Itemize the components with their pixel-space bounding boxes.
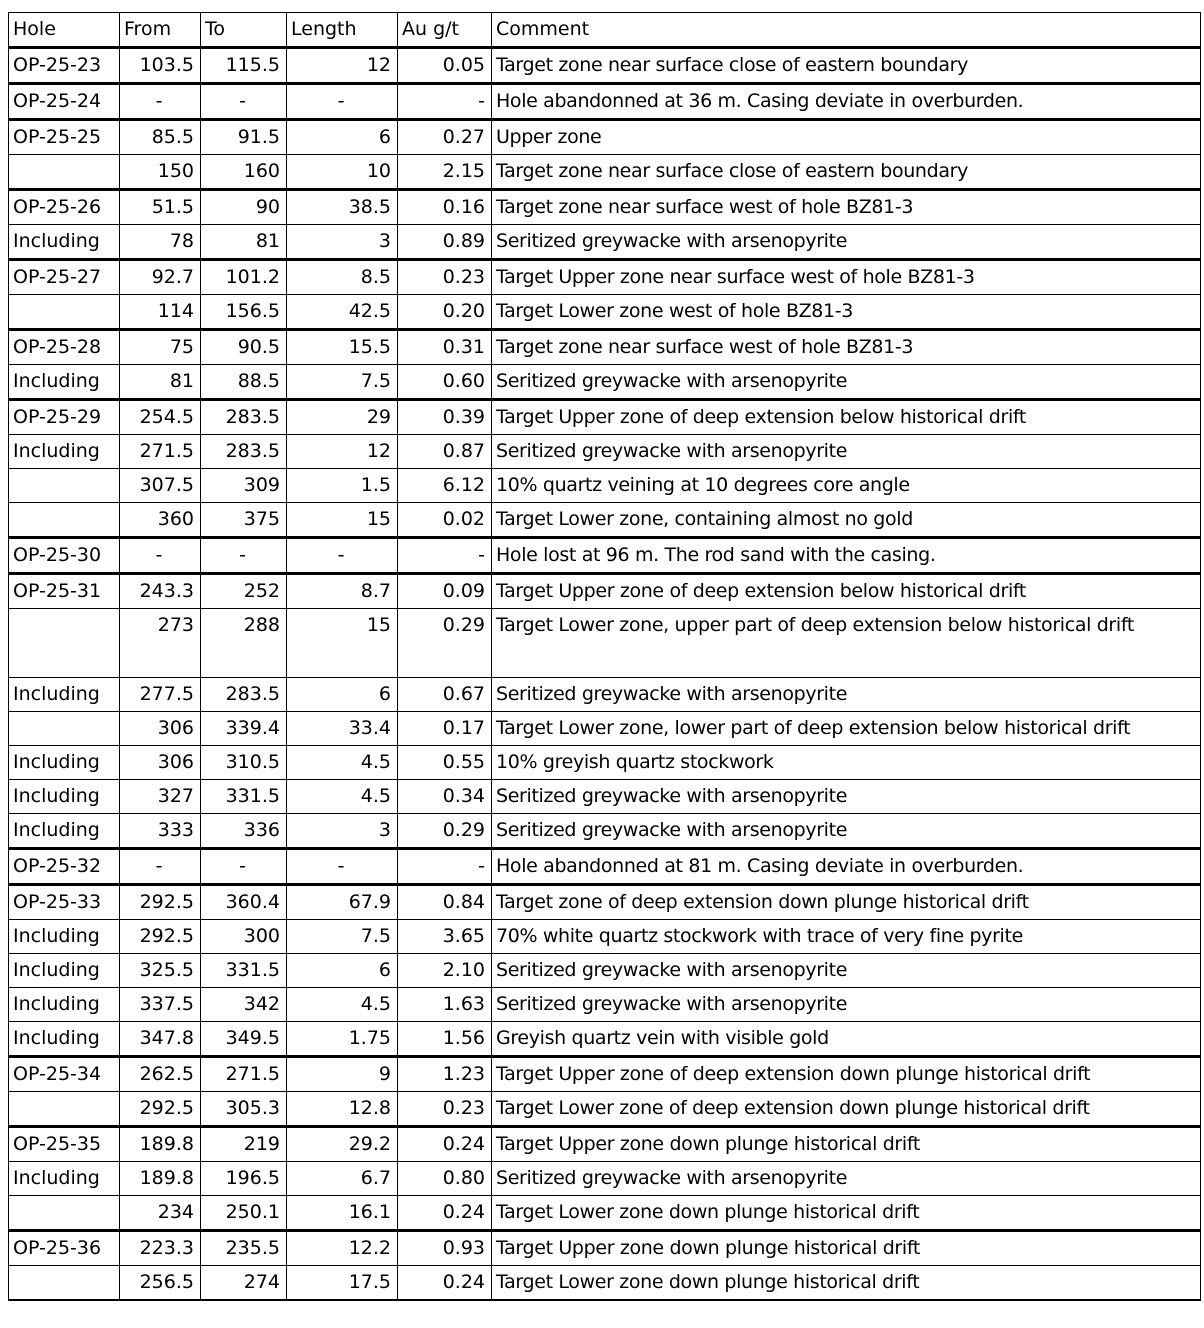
cell-length: 8.5 xyxy=(287,260,398,295)
cell-au: 0.93 xyxy=(398,1231,492,1266)
cell-hole: Including xyxy=(9,814,120,849)
cell-to: 90.5 xyxy=(201,330,287,365)
cell-to: 283.5 xyxy=(201,400,287,435)
cell-hole xyxy=(9,469,120,503)
cell-hole xyxy=(9,609,120,678)
cell-au: - xyxy=(398,84,492,120)
cell-to: 271.5 xyxy=(201,1057,287,1092)
header-hole: Hole xyxy=(9,13,120,48)
cell-comment: Target Upper zone down plunge historical drift xyxy=(492,1127,1201,1162)
cell-length: 4.5 xyxy=(287,780,398,814)
table-row xyxy=(9,120,1201,155)
cell-comment: Target Upper zone down plunge historical drift xyxy=(492,1231,1201,1266)
table-row xyxy=(9,295,1201,330)
table-row xyxy=(9,609,1201,678)
cell-comment: Seritized greywacke with arsenopyrite xyxy=(492,435,1201,469)
cell-from: 81 xyxy=(120,365,201,400)
cell-comment: 10% greyish quartz stockwork xyxy=(492,746,1201,780)
table-row xyxy=(9,48,1201,84)
cell-from: 92.7 xyxy=(120,260,201,295)
cell-from: 234 xyxy=(120,1196,201,1231)
table-row xyxy=(9,1196,1201,1231)
cell-to: 349.5 xyxy=(201,1022,287,1057)
cell-length: - xyxy=(287,84,398,120)
cell-hole xyxy=(9,712,120,746)
cell-to: 81 xyxy=(201,225,287,260)
cell-au: 0.84 xyxy=(398,885,492,920)
cell-to: 300 xyxy=(201,920,287,954)
cell-comment: Seritized greywacke with arsenopyrite xyxy=(492,678,1201,712)
cell-to: 331.5 xyxy=(201,954,287,988)
cell-au: 0.39 xyxy=(398,400,492,435)
cell-hole: Including xyxy=(9,1022,120,1057)
table-row xyxy=(9,538,1201,574)
cell-hole xyxy=(9,1266,120,1301)
cell-hole xyxy=(9,155,120,190)
cell-au: - xyxy=(398,849,492,885)
cell-to: 336 xyxy=(201,814,287,849)
cell-au: 0.60 xyxy=(398,365,492,400)
cell-comment: 70% white quartz stockwork with trace of very fine pyrite xyxy=(492,920,1201,954)
cell-to: 331.5 xyxy=(201,780,287,814)
cell-length: 15 xyxy=(287,503,398,538)
cell-from: 333 xyxy=(120,814,201,849)
cell-au: 0.89 xyxy=(398,225,492,260)
cell-to: - xyxy=(201,538,287,574)
cell-hole xyxy=(9,1092,120,1127)
cell-hole: OP-25-31 xyxy=(9,574,120,609)
cell-comment: Target Lower zone, containing almost no gold xyxy=(492,503,1201,538)
cell-length: 8.7 xyxy=(287,574,398,609)
cell-to: 235.5 xyxy=(201,1231,287,1266)
table-row xyxy=(9,84,1201,120)
cell-to: 305.3 xyxy=(201,1092,287,1127)
cell-from: 223.3 xyxy=(120,1231,201,1266)
cell-hole: OP-25-28 xyxy=(9,330,120,365)
cell-from: - xyxy=(120,538,201,574)
cell-to: 310.5 xyxy=(201,746,287,780)
cell-length: 42.5 xyxy=(287,295,398,330)
cell-au: 2.15 xyxy=(398,155,492,190)
cell-from: 114 xyxy=(120,295,201,330)
cell-hole: Including xyxy=(9,746,120,780)
cell-hole: OP-25-26 xyxy=(9,190,120,225)
cell-au: 0.05 xyxy=(398,48,492,84)
cell-length: 4.5 xyxy=(287,988,398,1022)
cell-comment: Target zone near surface west of hole BZ81-3 xyxy=(492,330,1201,365)
cell-length: 15 xyxy=(287,609,398,678)
cell-from: 307.5 xyxy=(120,469,201,503)
cell-hole: OP-25-24 xyxy=(9,84,120,120)
header-from: From xyxy=(120,13,201,48)
table-row xyxy=(9,1092,1201,1127)
cell-comment: Hole abandonned at 36 m. Casing deviate in overburden. xyxy=(492,84,1201,120)
cell-length: - xyxy=(287,849,398,885)
table-row xyxy=(9,1022,1201,1057)
cell-au: 0.17 xyxy=(398,712,492,746)
cell-length: 7.5 xyxy=(287,920,398,954)
cell-length: 29 xyxy=(287,400,398,435)
table-row xyxy=(9,435,1201,469)
cell-length: 3 xyxy=(287,814,398,849)
cell-to: 90 xyxy=(201,190,287,225)
cell-hole: OP-25-33 xyxy=(9,885,120,920)
cell-hole xyxy=(9,1196,120,1231)
cell-length: 29.2 xyxy=(287,1127,398,1162)
cell-comment: Seritized greywacke with arsenopyrite xyxy=(492,988,1201,1022)
cell-comment: Hole lost at 96 m. The rod sand with the casing. xyxy=(492,538,1201,574)
cell-hole: OP-25-30 xyxy=(9,538,120,574)
cell-au: 0.20 xyxy=(398,295,492,330)
cell-au: 6.12 xyxy=(398,469,492,503)
cell-au: 0.24 xyxy=(398,1127,492,1162)
cell-from: - xyxy=(120,849,201,885)
cell-hole: Including xyxy=(9,988,120,1022)
cell-from: 78 xyxy=(120,225,201,260)
cell-comment: Target zone of deep extension down plunge historical drift xyxy=(492,885,1201,920)
cell-length: 38.5 xyxy=(287,190,398,225)
cell-to: 196.5 xyxy=(201,1162,287,1196)
table-row xyxy=(9,920,1201,954)
cell-comment: Target Lower zone down plunge historical drift xyxy=(492,1266,1201,1301)
cell-to: 156.5 xyxy=(201,295,287,330)
cell-to: 283.5 xyxy=(201,435,287,469)
cell-from: 292.5 xyxy=(120,885,201,920)
cell-hole: Including xyxy=(9,920,120,954)
cell-au: 1.56 xyxy=(398,1022,492,1057)
cell-to: 91.5 xyxy=(201,120,287,155)
cell-from: 306 xyxy=(120,746,201,780)
table-row xyxy=(9,503,1201,538)
cell-hole: Including xyxy=(9,954,120,988)
table-row xyxy=(9,814,1201,849)
table-row xyxy=(9,469,1201,503)
cell-to: - xyxy=(201,84,287,120)
table-row xyxy=(9,885,1201,920)
cell-from: 243.3 xyxy=(120,574,201,609)
header-comment: Comment xyxy=(492,13,1201,48)
table-row xyxy=(9,155,1201,190)
cell-au: 0.29 xyxy=(398,814,492,849)
cell-to: 375 xyxy=(201,503,287,538)
cell-length: - xyxy=(287,538,398,574)
table-row xyxy=(9,1266,1201,1301)
header-au: Au g/t xyxy=(398,13,492,48)
cell-from: - xyxy=(120,84,201,120)
cell-au: 2.10 xyxy=(398,954,492,988)
cell-comment: Seritized greywacke with arsenopyrite xyxy=(492,780,1201,814)
cell-to: - xyxy=(201,849,287,885)
table-row xyxy=(9,1231,1201,1266)
cell-comment: Seritized greywacke with arsenopyrite xyxy=(492,1162,1201,1196)
cell-au: 0.31 xyxy=(398,330,492,365)
table-row xyxy=(9,954,1201,988)
cell-hole: Including xyxy=(9,435,120,469)
cell-from: 273 xyxy=(120,609,201,678)
cell-au: 1.63 xyxy=(398,988,492,1022)
cell-comment: Target zone near surface west of hole BZ81-3 xyxy=(492,190,1201,225)
cell-comment: Seritized greywacke with arsenopyrite xyxy=(492,365,1201,400)
table-row xyxy=(9,330,1201,365)
cell-hole: OP-25-25 xyxy=(9,120,120,155)
cell-hole: OP-25-23 xyxy=(9,48,120,84)
cell-from: 75 xyxy=(120,330,201,365)
cell-comment: Target Lower zone down plunge historical drift xyxy=(492,1196,1201,1231)
cell-length: 3 xyxy=(287,225,398,260)
cell-au: - xyxy=(398,538,492,574)
cell-length: 1.75 xyxy=(287,1022,398,1057)
cell-to: 115.5 xyxy=(201,48,287,84)
cell-from: 327 xyxy=(120,780,201,814)
cell-from: 189.8 xyxy=(120,1127,201,1162)
table-row xyxy=(9,1162,1201,1196)
cell-comment: Target Lower zone, lower part of deep extension below historical drift xyxy=(492,712,1201,746)
cell-from: 51.5 xyxy=(120,190,201,225)
table-row xyxy=(9,780,1201,814)
cell-length: 4.5 xyxy=(287,746,398,780)
cell-au: 0.24 xyxy=(398,1266,492,1301)
cell-length: 12 xyxy=(287,435,398,469)
cell-hole: OP-25-36 xyxy=(9,1231,120,1266)
cell-to: 274 xyxy=(201,1266,287,1301)
cell-comment: Target Lower zone, upper part of deep extension below historical drift xyxy=(492,609,1201,678)
cell-from: 360 xyxy=(120,503,201,538)
table-row xyxy=(9,365,1201,400)
cell-to: 283.5 xyxy=(201,678,287,712)
cell-hole: Including xyxy=(9,780,120,814)
cell-from: 103.5 xyxy=(120,48,201,84)
cell-au: 0.24 xyxy=(398,1196,492,1231)
cell-from: 325.5 xyxy=(120,954,201,988)
cell-from: 256.5 xyxy=(120,1266,201,1301)
cell-to: 101.2 xyxy=(201,260,287,295)
table-row xyxy=(9,225,1201,260)
cell-comment: Upper zone xyxy=(492,120,1201,155)
cell-hole xyxy=(9,503,120,538)
cell-length: 6.7 xyxy=(287,1162,398,1196)
cell-hole: OP-25-32 xyxy=(9,849,120,885)
cell-hole: OP-25-34 xyxy=(9,1057,120,1092)
cell-comment: Target zone near surface close of eastern boundary xyxy=(492,48,1201,84)
cell-from: 347.8 xyxy=(120,1022,201,1057)
table-row xyxy=(9,746,1201,780)
cell-hole: OP-25-29 xyxy=(9,400,120,435)
cell-from: 271.5 xyxy=(120,435,201,469)
cell-hole: OP-25-35 xyxy=(9,1127,120,1162)
table-row xyxy=(9,190,1201,225)
cell-hole: Including xyxy=(9,225,120,260)
cell-comment: Target Upper zone of deep extension below historical drift xyxy=(492,400,1201,435)
cell-from: 262.5 xyxy=(120,1057,201,1092)
cell-to: 88.5 xyxy=(201,365,287,400)
cell-from: 189.8 xyxy=(120,1162,201,1196)
cell-au: 0.87 xyxy=(398,435,492,469)
cell-hole: Including xyxy=(9,1162,120,1196)
cell-length: 10 xyxy=(287,155,398,190)
header-length: Length xyxy=(287,13,398,48)
cell-from: 306 xyxy=(120,712,201,746)
table-row xyxy=(9,712,1201,746)
cell-to: 219 xyxy=(201,1127,287,1162)
cell-from: 292.5 xyxy=(120,920,201,954)
cell-length: 6 xyxy=(287,120,398,155)
cell-from: 337.5 xyxy=(120,988,201,1022)
cell-length: 12.8 xyxy=(287,1092,398,1127)
cell-au: 1.23 xyxy=(398,1057,492,1092)
cell-length: 33.4 xyxy=(287,712,398,746)
cell-au: 0.16 xyxy=(398,190,492,225)
cell-from: 150 xyxy=(120,155,201,190)
cell-comment: Target Upper zone of deep extension below historical drift xyxy=(492,574,1201,609)
cell-to: 250.1 xyxy=(201,1196,287,1231)
cell-comment: Target Lower zone west of hole BZ81-3 xyxy=(492,295,1201,330)
cell-to: 252 xyxy=(201,574,287,609)
cell-comment: Target zone near surface close of eastern boundary xyxy=(492,155,1201,190)
table-row xyxy=(9,260,1201,295)
cell-comment: Seritized greywacke with arsenopyrite xyxy=(492,954,1201,988)
table-row xyxy=(9,988,1201,1022)
table-row xyxy=(9,678,1201,712)
cell-comment: Target Lower zone of deep extension down plunge historical drift xyxy=(492,1092,1201,1127)
cell-au: 0.23 xyxy=(398,1092,492,1127)
table-row xyxy=(9,849,1201,885)
cell-length: 12.2 xyxy=(287,1231,398,1266)
cell-au: 0.27 xyxy=(398,120,492,155)
cell-to: 339.4 xyxy=(201,712,287,746)
cell-comment: Seritized greywacke with arsenopyrite xyxy=(492,225,1201,260)
cell-au: 0.09 xyxy=(398,574,492,609)
cell-from: 254.5 xyxy=(120,400,201,435)
cell-hole: OP-25-27 xyxy=(9,260,120,295)
cell-au: 0.23 xyxy=(398,260,492,295)
cell-length: 1.5 xyxy=(287,469,398,503)
cell-length: 16.1 xyxy=(287,1196,398,1231)
cell-length: 6 xyxy=(287,954,398,988)
cell-comment: Hole abandonned at 81 m. Casing deviate in overburden. xyxy=(492,849,1201,885)
cell-au: 0.55 xyxy=(398,746,492,780)
table-row xyxy=(9,1057,1201,1092)
cell-comment: Greyish quartz vein with visible gold xyxy=(492,1022,1201,1057)
cell-au: 0.34 xyxy=(398,780,492,814)
cell-to: 288 xyxy=(201,609,287,678)
cell-length: 17.5 xyxy=(287,1266,398,1301)
cell-au: 3.65 xyxy=(398,920,492,954)
cell-hole: Including xyxy=(9,678,120,712)
cell-length: 7.5 xyxy=(287,365,398,400)
cell-to: 309 xyxy=(201,469,287,503)
cell-length: 6 xyxy=(287,678,398,712)
cell-au: 0.29 xyxy=(398,609,492,678)
cell-length: 9 xyxy=(287,1057,398,1092)
cell-comment: Target Upper zone near surface west of hole BZ81-3 xyxy=(492,260,1201,295)
cell-from: 292.5 xyxy=(120,1092,201,1127)
cell-length: 15.5 xyxy=(287,330,398,365)
table-row xyxy=(9,1127,1201,1162)
cell-au: 0.67 xyxy=(398,678,492,712)
cell-to: 342 xyxy=(201,988,287,1022)
header-to: To xyxy=(201,13,287,48)
cell-hole: Including xyxy=(9,365,120,400)
cell-au: 0.02 xyxy=(398,503,492,538)
cell-length: 12 xyxy=(287,48,398,84)
header-row xyxy=(9,13,1201,48)
cell-comment: 10% quartz veining at 10 degrees core angle xyxy=(492,469,1201,503)
cell-comment: Seritized greywacke with arsenopyrite xyxy=(492,814,1201,849)
table-row xyxy=(9,400,1201,435)
cell-to: 360.4 xyxy=(201,885,287,920)
table-row xyxy=(9,574,1201,609)
cell-comment: Target Upper zone of deep extension down plunge historical drift xyxy=(492,1057,1201,1092)
cell-au: 0.80 xyxy=(398,1162,492,1196)
drill-results-table xyxy=(8,12,1201,1301)
cell-from: 85.5 xyxy=(120,120,201,155)
cell-from: 277.5 xyxy=(120,678,201,712)
cell-length: 67.9 xyxy=(287,885,398,920)
cell-hole xyxy=(9,295,120,330)
cell-to: 160 xyxy=(201,155,287,190)
